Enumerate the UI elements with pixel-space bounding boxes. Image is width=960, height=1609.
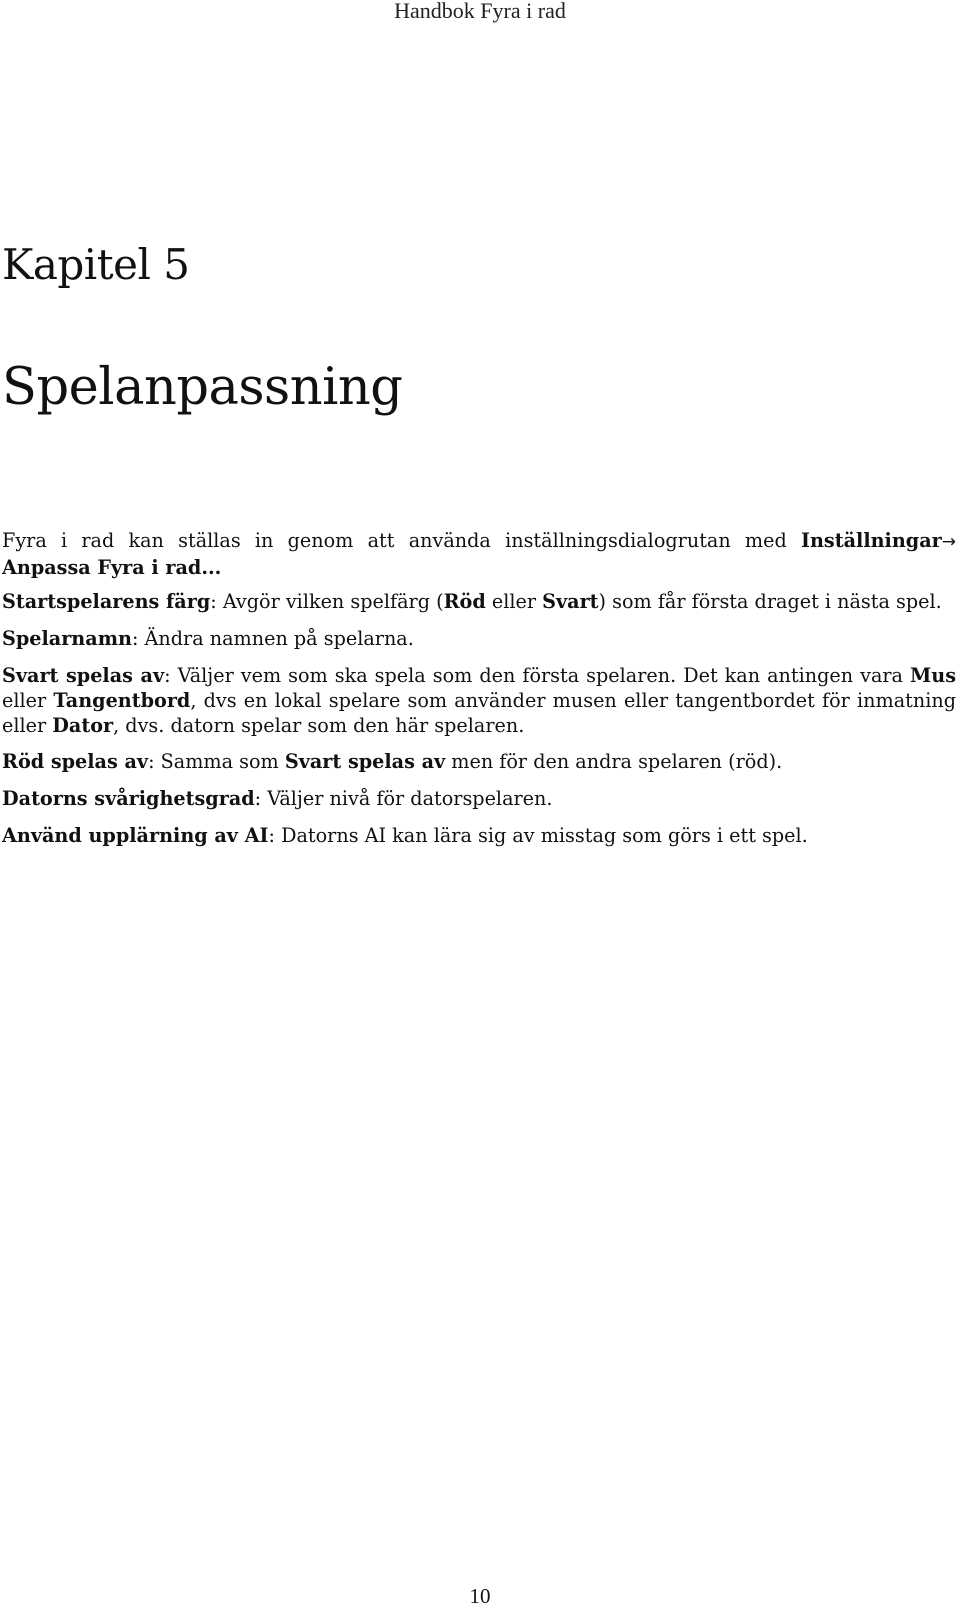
page-number: 10	[469, 1584, 491, 1608]
option-black-played-by: Svart spelas av: Väljer vem som ska spela som den första spelaren. Det kan antingen vara Mus eller Tangentbord, dvs en lokal spelare som använder musen eller tangentbordet för inmatning eller Dator, dvs. datorn spelar som den här spelaren.	[2, 664, 956, 737]
chapter-body	[2, 528, 956, 860]
chapter-label: Kapitel 5	[2, 240, 190, 289]
menu-arrow-icon: →	[941, 532, 956, 552]
option-red-played-by: Röd spelas av: Samma som Svart spelas av men för den andra spelaren (röd).	[2, 750, 783, 773]
value-mouse: Mus	[910, 664, 956, 687]
value-red: Röd	[443, 590, 486, 613]
value-black: Svart	[542, 590, 599, 613]
chapter-title: Spelanpassning	[2, 358, 403, 417]
value-keyboard: Tangentbord	[53, 689, 191, 712]
option-term: Använd upplärning av AI	[2, 824, 269, 847]
option-term: Datorns svårighetsgrad	[2, 787, 255, 810]
option-term: Startspelarens färg	[2, 590, 211, 613]
running-header: Handbok Fyra i rad	[394, 0, 566, 23]
option-term: Svart spelas av	[2, 664, 165, 687]
option-reference: Svart spelas av	[284, 750, 446, 773]
menu-settings: Inställningar	[801, 529, 942, 552]
option-ai-learning: Använd upplärning av AI: Datorns AI kan lära sig av misstag som görs i ett spel.	[2, 824, 808, 847]
menu-configure-item: Anpassa Fyra i rad...	[2, 556, 222, 579]
option-start-color: Startspelarens färg: Avgör vilken spelfärg (Röd eller Svart) som får första draget i nästa spel.	[2, 590, 942, 613]
value-computer: Dator	[52, 714, 114, 737]
option-difficulty: Datorns svårighetsgrad: Väljer nivå för datorspelaren.	[2, 787, 553, 810]
option-term: Spelarnamn	[2, 627, 132, 650]
intro-paragraph	[2, 528, 956, 580]
option-player-names: Spelarnamn: Ändra namnen på spelarna.	[2, 627, 414, 650]
option-term: Röd spelas av	[2, 750, 149, 773]
intro-text: Fyra i rad kan ställas in genom att använda inställningsdialogrutan med	[2, 529, 801, 552]
